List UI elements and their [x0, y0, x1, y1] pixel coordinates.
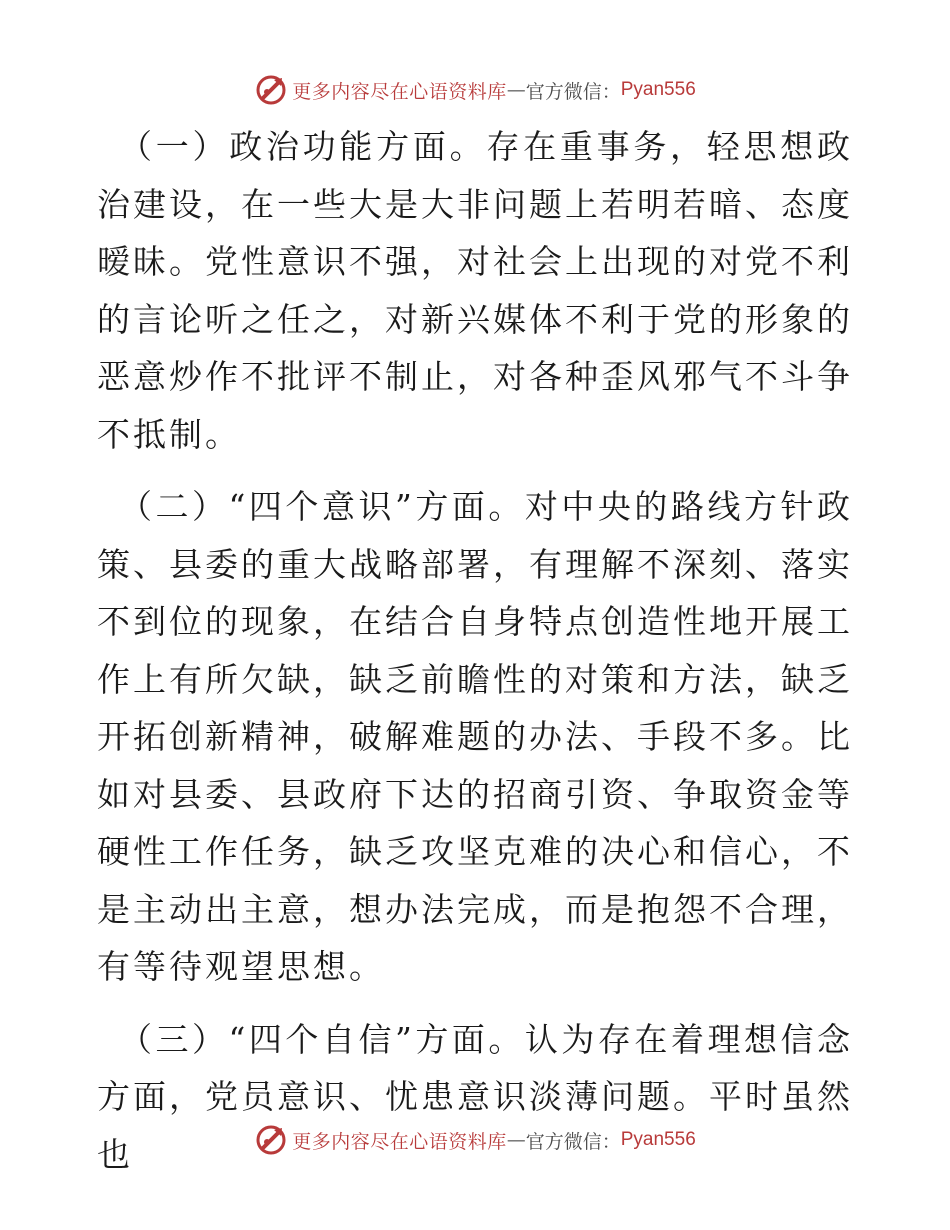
header-banner: [0, 70, 950, 110]
footer-wechat-label: 官方微信：: [525, 1130, 621, 1153]
paragraph-four-consciousness: （二）“四个意识”方面。对中央的路线方针政策、县委的重大战略部署，有理解不深刻、落实不到位的现象，在结合自身特点创造性地开展工作上有所欠缺，缺乏前瞻性的对策和方法，缺乏开拓创新精神，破解难题的办法、手段不多。比如对县委、县政府下达的招商引资、争取资金等硬性工作任务，缺乏攻坚克难的决心和信心，不是主动出主意，想办法完成，而是抱怨不合理，有等待观望思想。: [97, 487, 853, 986]
footer-site-text: 更多内容尽在心语资料库: [292, 1130, 507, 1153]
brand-logo-icon: [254, 73, 288, 107]
paragraph-four-confidences: （三）“四个自信”方面。认为存在着理想信念方面，党员意识、忧患意识淡薄问题。平时虽然也: [97, 1019, 853, 1174]
header-wechat-id: Pyan556: [620, 79, 696, 100]
brand-logo-icon: [254, 1123, 288, 1157]
header-wechat-label: 官方微信：: [525, 80, 621, 103]
footer-separator: —: [506, 1129, 526, 1151]
header-separator: —: [506, 79, 526, 101]
header-site-text: 更多内容尽在心语资料库: [292, 80, 507, 103]
paragraph-political-function: （一）政治功能方面。存在重事务，轻思想政治建设，在一些大是大非问题上若明若暗、态度暧昧。党性意识不强，对社会上出现的对党不利的言论听之任之，对新兴媒体不利于党的形象的恶意炒作不批评不制止，对各种歪风邪气不斗争不抵制。: [97, 127, 853, 454]
document-body: [97, 118, 853, 1198]
footer-wechat-id: Pyan556: [620, 1129, 696, 1150]
footer-banner: [0, 1120, 950, 1160]
